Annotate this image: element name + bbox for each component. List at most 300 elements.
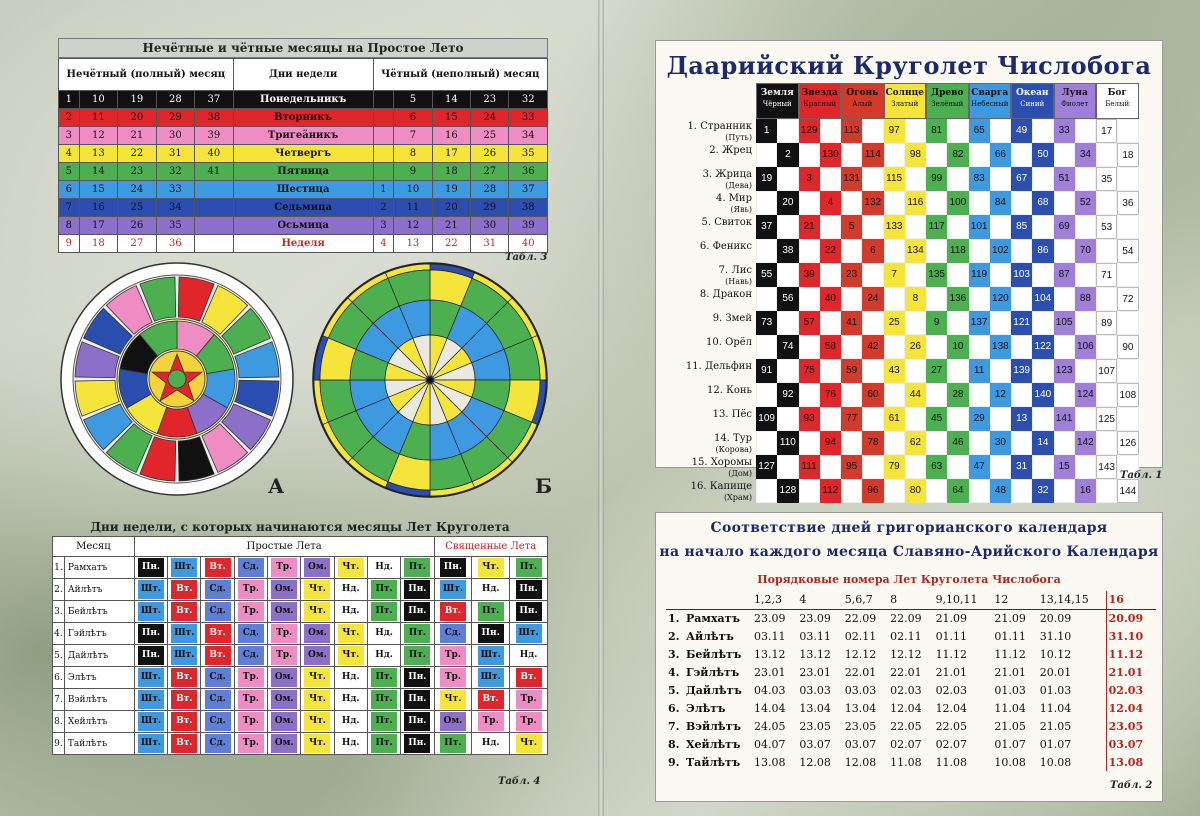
day-chip: Пн. [404,734,430,753]
day-chip-cell [472,711,510,733]
date-cell: 02.07 [935,737,968,751]
odd-cell [195,217,234,235]
pale-cell [1096,239,1117,263]
even-cell: 22 [432,235,470,253]
pale-cell [820,167,841,191]
row-number: 3. [53,601,65,623]
table-3-col-even: Чётный (неполный) месяц [373,59,547,91]
even-cell: 1 [373,181,394,199]
number-cell: 3 [799,167,820,191]
col-name: Луна [1061,88,1088,98]
row-number: 1. [53,557,65,579]
number-cell: 14 [1032,431,1053,455]
day-chip: Чт. [516,734,542,753]
day-chip-cell [510,579,548,601]
month-name: Гэйлѣтъ [686,665,740,679]
day-chip-cell [510,733,548,755]
number-cell: 72 [1117,287,1138,311]
number-cell: 79 [884,455,905,479]
pale-cell [905,311,926,335]
number-cell: 20 [777,191,798,215]
table-row [666,717,1156,735]
date-cell: 01.11 [994,629,1026,643]
pale-cell [1032,359,1053,383]
pale-cell [884,287,905,311]
pale-cell [926,287,947,311]
number-cell: 60 [862,383,883,407]
table-2-col-header: 9,10,11 [934,591,993,609]
pale-cell [862,215,883,239]
table-row [59,235,548,253]
number-cell: 22 [820,239,841,263]
row-number: 4. [53,623,65,645]
day-chip-cell [268,557,301,579]
col-sub: Златый [891,100,919,108]
number-cell: 64 [947,479,968,503]
number-cell: 30 [990,431,1011,455]
number-cell: 1 [756,119,777,143]
day-chip: Шт. [440,580,466,599]
odd-cell: 33 [156,181,194,199]
table-row [666,663,1156,681]
even-cell: 29 [471,199,509,217]
number-cell: 139 [1011,359,1032,383]
pale-cell [841,239,862,263]
odd-cell [195,181,234,199]
table-1-row-label [656,241,752,252]
date-cell: 31.10 [1039,629,1072,643]
table-1-row-label [656,289,752,300]
day-chip: Шт. [171,558,197,577]
number-cell: 32 [1032,479,1053,503]
day-chip-cell [168,711,201,733]
day-chip: Чт. [440,690,466,709]
row-number: 7. [668,719,680,733]
pale-cell [905,455,926,479]
number-cell: 104 [1032,287,1053,311]
odd-cell: 5 [59,163,80,181]
pale-cell [820,119,841,143]
day-chip: Пн. [138,624,164,643]
pale-cell [1075,215,1096,239]
day-chip: Пт. [371,668,397,687]
pale-cell [1011,239,1032,263]
number-cell: 28 [947,383,968,407]
table-1-col-header [799,83,842,119]
even-cell: 30 [471,217,509,235]
col-name: Солнце [885,88,924,98]
pale-cell [926,431,947,455]
col-sub: Фиолет [1061,100,1089,108]
table-1-col-header [884,83,927,119]
number-cell: 128 [777,479,798,503]
day-chip-cell [301,711,334,733]
row-title: 12. Конь [707,385,752,396]
pale-cell [926,239,947,263]
table-1-col-header [1054,83,1097,119]
number-cell: 71 [1096,263,1117,287]
table-2 [655,512,1163,802]
odd-cell: 8 [59,217,80,235]
number-cell: 129 [799,119,820,143]
day-chip-cell [510,645,548,667]
day-cell: Четвергъ [233,145,373,163]
pale-cell [1096,287,1117,311]
date-cell: 20.01 [1039,665,1072,679]
row-title: 10. Орёл [706,337,752,348]
table-4 [52,518,548,755]
col-sub: Красный [803,100,837,108]
day-chip: Шт. [138,602,164,621]
number-cell: 144 [1117,479,1138,503]
row-number: 9. [668,755,680,769]
pale-cell [969,479,990,503]
pale-cell [926,191,947,215]
pale-cell [1054,287,1075,311]
pale-cell [884,479,905,503]
row-title: 14. Тур [713,433,752,444]
day-chip: Пн. [404,580,430,599]
day-chip-cell [268,711,301,733]
date-cell: 12.04 [935,701,968,715]
pale-cell [926,479,947,503]
pale-cell [884,335,905,359]
even-cell: 24 [471,109,509,127]
number-cell: 47 [969,455,990,479]
day-chip: Тр. [516,690,542,709]
row-number: 6. [53,667,65,689]
table-4-col-sacred: Священные Лета [434,537,548,557]
date-cell: 21.01 [935,665,968,679]
col-name: Бог [1107,88,1127,98]
pale-cell [947,119,968,143]
date-cell: 12.04 [890,701,922,715]
day-chip-cell [301,557,334,579]
odd-cell: 16 [79,199,117,217]
pale-cell [820,215,841,239]
day-chip: Нд. [371,624,397,643]
number-cell: 16 [1075,479,1096,503]
odd-cell: 35 [156,217,194,235]
pale-cell [820,359,841,383]
even-cell: 3 [373,217,394,235]
row-title: 8. Дракон [699,289,752,300]
number-cell: 91 [756,359,777,383]
month-name: Тайлѣтъ [686,755,741,769]
day-chip-cell [434,711,472,733]
day-chip: Нд. [371,646,397,665]
day-chip: Вт. [171,668,197,687]
day-chip: Тр. [238,668,264,687]
number-cell: 76 [820,383,841,407]
pale-cell [990,407,1011,431]
day-chip: Нд. [338,580,364,599]
pale-cell [1075,119,1096,143]
number-cell: 120 [990,287,1011,311]
pale-cell [799,143,820,167]
odd-cell: 7 [59,199,80,217]
table-3 [58,38,548,253]
pale-cell [756,143,777,167]
month-name: Рамхатъ [64,557,134,579]
row-number: 4. [668,665,680,679]
day-chip-cell [168,645,201,667]
odd-cell: 39 [195,127,234,145]
number-cell: 98 [905,143,926,167]
number-cell: 41 [841,311,862,335]
date-cell: 03.11 [799,629,831,643]
table-4-col-month: Месяц [53,537,135,557]
number-cell: 113 [841,119,862,143]
date-cell: 21.05 [994,719,1026,733]
day-chip-cell [434,601,472,623]
pale-cell [1054,383,1075,407]
even-cell: 12 [394,217,432,235]
even-cell: 17 [432,145,470,163]
pale-cell [1011,287,1032,311]
odd-cell: 24 [118,181,156,199]
pale-cell [969,287,990,311]
day-chip: Пн. [138,646,164,665]
number-cell: 39 [799,263,820,287]
number-cell: 89 [1096,311,1117,335]
number-cell: 84 [990,191,1011,215]
day-chip: Чт. [304,690,330,709]
day-chip-cell [472,579,510,601]
day-chip: Шт. [478,646,504,665]
date-cell: 23.09 [799,611,831,625]
number-cell: 125 [1096,407,1117,431]
number-cell: 43 [884,359,905,383]
pale-cell [1054,143,1075,167]
table-row [59,145,548,163]
date-cell: 21.09 [935,611,968,625]
day-chip-cell [168,579,201,601]
pale-cell [1054,431,1075,455]
pale-cell [1075,455,1096,479]
col-name: Звезда [801,88,838,98]
row-title: 4. Мир [715,193,752,204]
day-chip-cell [268,623,301,645]
number-cell: 112 [820,479,841,503]
odd-cell: 34 [156,199,194,217]
odd-cell: 3 [59,127,80,145]
number-cell: 96 [862,479,883,503]
day-chip: Тр. [271,558,297,577]
pale-cell [799,431,820,455]
number-cell: 77 [841,407,862,431]
number-cell: 40 [820,287,841,311]
day-chip-cell [301,733,334,755]
table-1-row-label [656,337,752,348]
day-chip: Тр. [516,712,542,731]
table-3-col-odd: Нечётный (полный) месяц [59,59,234,91]
pale-cell [969,239,990,263]
table-1-row-label [656,385,752,396]
day-chip-cell [401,623,434,645]
table-2-col-header: 16 [1106,591,1156,609]
pale-cell [820,455,841,479]
number-cell: 123 [1054,359,1075,383]
pale-cell [841,191,862,215]
number-cell: 118 [947,239,968,263]
month-name: Айлѣтъ [686,629,734,643]
even-cell: 35 [509,145,548,163]
number-cell: 131 [841,167,862,191]
table-2-col-header: 13,14,15 [1038,591,1106,609]
number-cell: 106 [1075,335,1096,359]
number-cell: 34 [1075,143,1096,167]
odd-cell: 1 [59,91,80,109]
day-chip: Тр. [238,712,264,731]
day-chip: Ом. [304,646,330,665]
table-row [59,217,548,235]
pale-cell [1054,479,1075,503]
number-cell: 63 [926,455,947,479]
number-cell: 107 [1096,359,1117,383]
day-chip-cell [367,711,400,733]
month-name: Тайлѣтъ [64,733,134,755]
day-chip: Пн. [138,558,164,577]
row-number: 3. [668,647,680,661]
odd-cell: 4 [59,145,80,163]
day-chip: Сд. [205,690,231,709]
pale-cell [1011,143,1032,167]
odd-cell: 29 [156,109,194,127]
day-chip-cell [367,733,400,755]
number-cell: 88 [1075,287,1096,311]
day-chip: Ом. [271,690,297,709]
pale-cell [799,239,820,263]
row-sub: (Навь) [725,277,752,286]
number-cell: 69 [1054,215,1075,239]
number-cell: 67 [1011,167,1032,191]
table-3-label: Табл. 3 [505,252,548,263]
pale-cell [777,119,798,143]
day-chip: Нд. [478,734,504,753]
day-chip-cell [234,623,267,645]
even-cell: 36 [509,163,548,181]
day-chip-cell [134,733,167,755]
table-1-row-label [656,265,752,287]
month-name: Бейлѣтъ [686,647,742,661]
table-2-col-header: 1,2,3 [752,591,797,609]
day-cell: Седьмица [233,199,373,217]
table-row [59,163,548,181]
day-chip: Шт. [478,668,504,687]
row-sub: (Храм) [723,493,752,502]
date-cell: 11.04 [1039,701,1072,715]
odd-cell: 11 [79,109,117,127]
pale-cell [947,263,968,287]
day-chip: Тр. [238,690,264,709]
number-cell: 73 [756,311,777,335]
pale-cell [1117,359,1138,383]
month-name: Рамхатъ [686,611,740,625]
day-chip: Пт. [404,624,430,643]
pale-cell [756,479,777,503]
odd-cell: 19 [118,91,156,109]
odd-cell: 41 [195,163,234,181]
pale-cell [1096,383,1117,407]
row-number: 8. [53,711,65,733]
pale-cell [884,383,905,407]
day-chip-cell [201,579,234,601]
date-cell: 14.04 [754,701,786,715]
row-title: 9. Змей [712,313,752,324]
number-cell: 81 [926,119,947,143]
odd-cell: 20 [118,109,156,127]
day-chip-cell [168,689,201,711]
pale-cell [1011,335,1032,359]
day-chip-cell [168,623,201,645]
even-cell: 23 [471,91,509,109]
day-chip: Сд. [238,558,264,577]
pale-cell [862,359,883,383]
date-cell: 22.01 [890,665,922,679]
number-cell: 126 [1117,431,1138,455]
date-cell: 21.01 [994,665,1026,679]
even-cell: 27 [471,163,509,181]
number-cell: 109 [756,407,777,431]
date-cell: 13.08 [1106,753,1156,771]
table-1-row-label [656,121,752,143]
even-cell [373,163,394,181]
day-chip-cell [201,733,234,755]
day-cell: Вторникъ [233,109,373,127]
day-chip-cell [301,601,334,623]
day-chip-cell [367,557,400,579]
date-cell: 22.05 [890,719,922,733]
date-cell: 13.04 [844,701,877,715]
odd-cell: 28 [156,91,194,109]
number-cell: 7 [884,263,905,287]
day-chip-cell [434,579,472,601]
pale-cell [1096,191,1117,215]
number-cell: 133 [884,215,905,239]
pale-cell [1075,263,1096,287]
even-cell: 11 [394,199,432,217]
day-chip-cell [401,689,434,711]
table-row [53,623,548,645]
number-cell: 95 [841,455,862,479]
pale-cell [1011,479,1032,503]
odd-cell [195,199,234,217]
number-cell: 19 [756,167,777,191]
date-cell: 23.05 [1106,717,1156,735]
day-chip-cell [472,601,510,623]
day-chip: Пн. [516,602,542,621]
date-cell: 23.01 [799,665,831,679]
pale-cell [1096,143,1117,167]
date-cell: 13.12 [754,647,786,661]
pale-cell [969,191,990,215]
row-number: 7. [53,689,65,711]
odd-cell: 9 [59,235,80,253]
day-chip: Пт. [478,602,504,621]
pale-cell [756,431,777,455]
day-chip: Пт. [404,558,430,577]
table-row [666,627,1156,645]
number-cell: 33 [1054,119,1075,143]
even-cell: 13 [394,235,432,253]
number-cell: 117 [926,215,947,239]
row-title: 15. Хоромы [691,457,752,468]
table-3-col-days: Дни недели [233,59,373,91]
number-cell: 138 [990,335,1011,359]
day-cell: Тригеäникъ [233,127,373,145]
date-cell: 23.09 [754,611,786,625]
